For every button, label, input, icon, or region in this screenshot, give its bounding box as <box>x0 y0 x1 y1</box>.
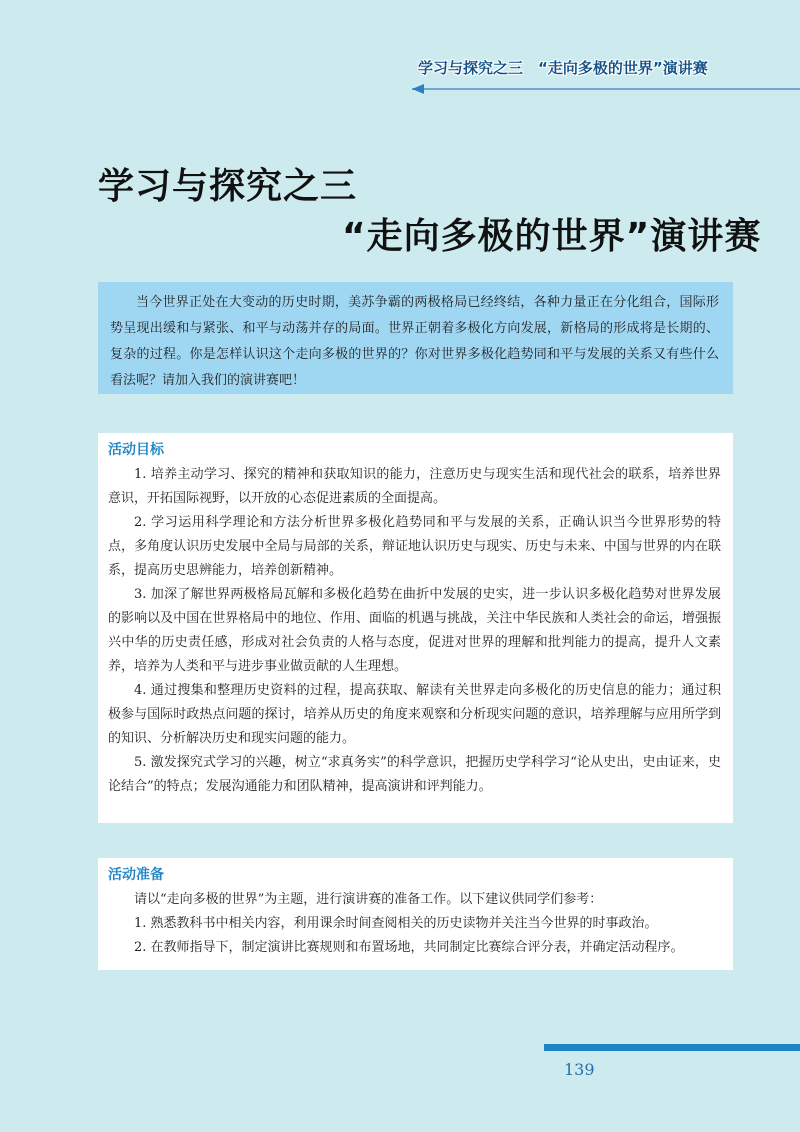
page-title-line-1: 学习与探究之三 <box>98 166 358 207</box>
arrow-left-icon <box>412 84 424 94</box>
prep-item: 1. 熟悉教科书中相关内容，利用课余时间查阅相关的历史读物并关注当今世界的时事政治。 <box>134 916 658 931</box>
activity-goals-panel <box>98 433 733 823</box>
goal-item: 2. 学习运用科学理论和方法分析世界多极化趋势同和平与发展的关系，正确认识当今世界形势的特点，多角度认识历史发展中全局与局部的关系，辩证地认识历史与现实、历史与未来、中国与世界的内在联系，提高历史思辨能力，培养创新精神。 <box>108 515 721 578</box>
goal-item: 5. 激发探究式学习的兴趣，树立“求真务实”的科学意识，把握历史学科学习“论从史出，史由证来，史论结合”的特点；发展沟通能力和团队精神，提高演讲和评判能力。 <box>108 755 721 794</box>
activity-prep-panel <box>98 858 733 970</box>
prep-item: 请以“走向多极的世界”为主题，进行演讲赛的准备工作。以下建议供同学们参考： <box>134 892 603 907</box>
activity-goals-heading: 活动目标 <box>108 442 164 458</box>
page-number: 139 <box>564 1060 595 1079</box>
activity-prep-heading: 活动准备 <box>108 867 164 883</box>
running-header: 学习与探究之三 “走向多极的世界”演讲赛 <box>418 59 708 77</box>
page-title-line-2: “走向多极的世界”演讲赛 <box>342 216 762 257</box>
header-rule <box>412 88 800 90</box>
prep-item: 2. 在教师指导下，制定演讲比赛规则和布置场地，共同制定比赛综合评分表，并确定活动程序。 <box>134 940 684 955</box>
goal-item: 3. 加深了解世界两极格局瓦解和多极化趋势在曲折中发展的史实，进一步认识多极化趋势对世界发展的影响以及中国在世界格局中的地位、作用、面临的机遇与挑战，关注中华民族和人类社会的命运，增强振兴中华的历史责任感，形成对社会负责的人格与态度，促进对世界的理解和批判能力的提高，提升人文素养，培养为人类和平与进步事业做贡献的人生理想。 <box>108 587 721 674</box>
goal-item: 1. 培养主动学习、探究的精神和获取知识的能力，注意历史与现实生活和现代社会的联系，培养世界意识，开拓国际视野，以开放的心态促进素质的全面提高。 <box>108 467 721 506</box>
intro-box: 当今世界正处在大变动的历史时期，美苏争霸的两极格局已经终结，各种力量正在分化组合，国际形势呈现出缓和与紧张、和平与动荡并存的局面。世界正朝着多极化方向发展，新格局的形成将是长期的、复杂的过程。你是怎样认识这个走向多极的世界的？你对世界多极化趋势同和平与发展的关系又有些什么看法呢？请加入我们的演讲赛吧！ <box>98 282 733 394</box>
goal-item: 4. 通过搜集和整理历史资料的过程，提高获取、解读有关世界走向多极化的历史信息的能力；通过积极参与国际时政热点问题的探讨，培养从历史的角度来观察和分析现实问题的意识，培养理解与应用所学到的知识、分析解决历史和现实问题的能力。 <box>108 683 721 746</box>
footer-bar <box>544 1044 800 1051</box>
